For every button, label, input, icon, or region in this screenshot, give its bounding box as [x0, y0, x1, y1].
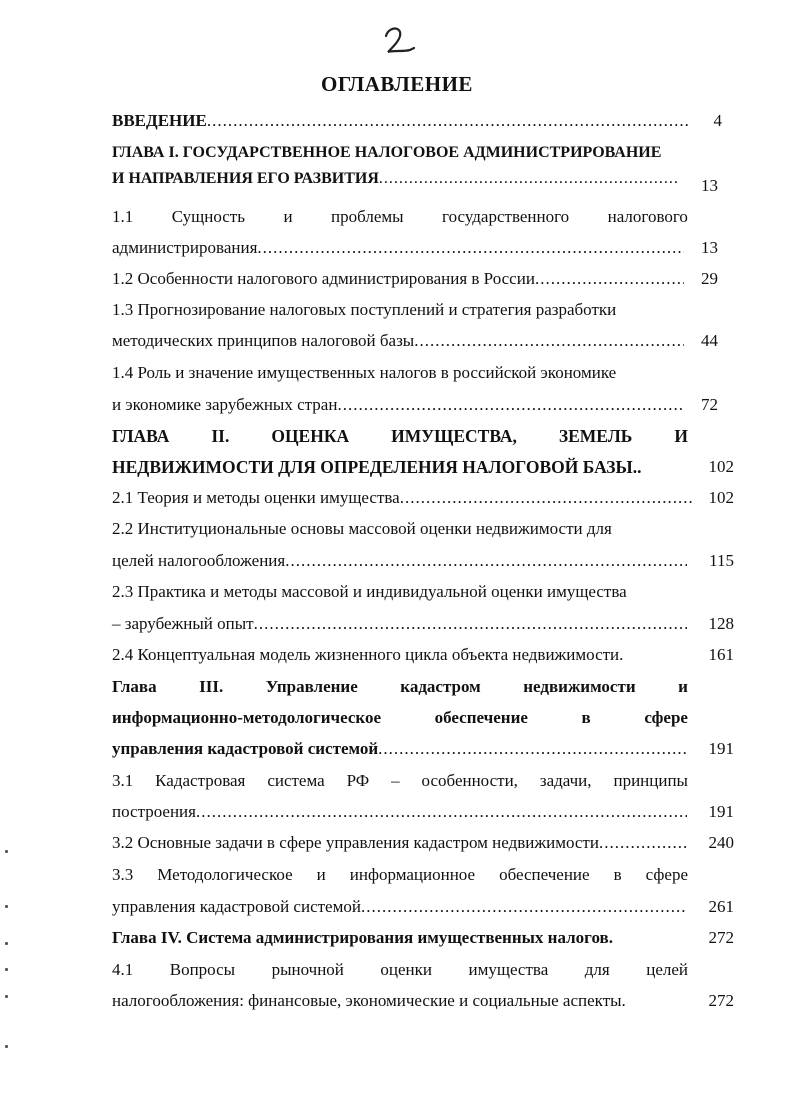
toc-page-number: 44 — [701, 331, 718, 350]
toc-chapter-3-line1 — [112, 675, 688, 699]
word: III. — [199, 677, 224, 696]
dot-leader — [285, 549, 687, 573]
toc-section-3-1-line2 — [112, 800, 687, 824]
scan-artifact — [5, 1045, 8, 1048]
word: информационное — [349, 865, 476, 884]
word: ГЛАВА — [112, 426, 170, 446]
toc-page-number: 72 — [701, 395, 718, 414]
toc-chapter-1-line2 — [112, 167, 680, 191]
word: Управление — [265, 677, 358, 696]
toc-page-number: 13 — [701, 176, 718, 195]
toc-chapter-3-line2 — [112, 706, 688, 730]
toc-page-number: 102 — [708, 488, 734, 507]
word: сфере — [644, 708, 688, 727]
toc-page-number: 13 — [701, 238, 718, 257]
toc-section-1-1-line1 — [112, 205, 688, 229]
word: в — [581, 708, 591, 727]
word: РФ — [346, 771, 370, 790]
dot-leader — [207, 109, 688, 133]
toc-entry-intro — [112, 109, 688, 133]
toc-entry-text: 3.2 Основные задачи в сфере управления кадастром недвижимости — [112, 833, 599, 852]
toc-entry-text: управления кадастровой системой — [112, 897, 361, 916]
toc-entry-text: 2.1 Теория и методы оценки имущества — [112, 488, 400, 507]
scan-artifact — [5, 905, 8, 908]
scan-artifact — [5, 942, 8, 945]
toc-chapter-3-line3 — [112, 737, 687, 761]
toc-page-number: 4 — [713, 111, 722, 130]
scan-artifact — [5, 968, 8, 971]
toc-section-3-3-line1 — [112, 863, 688, 887]
word: обеспечение — [499, 865, 590, 884]
word: Сущность — [171, 207, 245, 226]
word: кадастром — [400, 677, 481, 696]
page-title: ОГЛАВЛЕНИЕ — [321, 72, 473, 96]
word: 3.3 — [112, 865, 134, 884]
toc-page-number: 29 — [701, 269, 718, 288]
toc-chapter-2-line1 — [112, 424, 688, 448]
toc-entry-text: построения — [112, 802, 196, 821]
toc-entry-text: 1.2 Особенности налогового администрирования в России — [112, 269, 535, 288]
toc-section-1-2 — [112, 267, 684, 291]
toc-entry-text: целей налогообложения — [112, 551, 286, 570]
word: II. — [211, 426, 230, 446]
dot-leader — [535, 267, 684, 291]
toc-section-1-4-line1: 1.4 Роль и значение имущественных налогов в российской экономике — [112, 363, 617, 382]
toc-section-2-4: 2.4 Концептуальная модель жизненного цикла объекта недвижимости. — [112, 645, 624, 664]
toc-page-number: 128 — [708, 614, 734, 633]
handwritten-page-number-text: 2 — [380, 22, 381, 23]
dot-leader — [337, 393, 684, 417]
toc-section-3-1-line1 — [112, 769, 688, 793]
dot-leader — [400, 486, 692, 510]
toc-page-number: 191 — [708, 739, 734, 758]
word: и — [678, 677, 688, 696]
toc-section-2-2-line2 — [112, 549, 687, 573]
dot-leader — [257, 236, 684, 260]
word: Глава — [112, 677, 157, 696]
dot-leader — [196, 800, 687, 824]
word: 1.1 — [112, 207, 134, 226]
toc-section-2-1 — [112, 486, 692, 510]
dot-leader — [254, 612, 687, 636]
toc-section-4-1-line1 — [112, 958, 688, 982]
word: ОЦЕНКА — [271, 426, 350, 446]
word: обеспечение — [434, 708, 528, 727]
word: 4.1 — [112, 960, 134, 979]
word: Методологическое — [157, 865, 293, 884]
toc-section-1-1-line2 — [112, 236, 684, 260]
toc-page-number: 115 — [709, 551, 734, 570]
toc-entry-text: ВВЕДЕНИЕ — [112, 111, 207, 130]
word: государственного — [442, 207, 570, 226]
dot-leader — [378, 737, 687, 761]
word: принципы — [613, 771, 688, 790]
toc-page-number: 102 — [708, 457, 734, 476]
word: 3.1 — [112, 771, 134, 790]
toc-chapter-4-line1: Глава IV. Система администрирования имущественных налогов. — [112, 928, 613, 947]
toc-section-1-3-line2 — [112, 329, 684, 353]
word: – — [391, 771, 400, 790]
toc-chapter-2-line2: НЕДВИЖИМОСТИ ДЛЯ ОПРЕДЕЛЕНИЯ НАЛОГОВОЙ БАЗЫ.. — [112, 457, 642, 477]
toc-page-number: 161 — [708, 645, 734, 664]
word: имущества — [468, 960, 549, 979]
toc-page-number: 240 — [708, 833, 734, 852]
word: ИМУЩЕСТВА, — [391, 426, 517, 446]
word: и — [283, 207, 293, 226]
toc-section-3-3-line2 — [112, 895, 687, 919]
toc-chapter-1-line1: ГЛАВА I. ГОСУДАРСТВЕННОЕ НАЛОГОВОЕ АДМИНИСТРИРОВАНИЕ — [112, 144, 662, 161]
dot-leader — [414, 329, 684, 353]
toc-section-3-2 — [112, 831, 687, 855]
dot-leader — [599, 831, 687, 855]
word: задачи, — [539, 771, 592, 790]
word: информационно-методологическое — [112, 708, 382, 727]
word: проблемы — [331, 207, 404, 226]
toc-section-1-3-line1: 1.3 Прогнозирование налоговых поступлений и стратегия разработки — [112, 300, 617, 319]
word: недвижимости — [523, 677, 636, 696]
word: ЗЕМЕЛЬ — [558, 426, 633, 446]
toc-page-number: 191 — [708, 802, 734, 821]
scan-artifact — [5, 850, 8, 853]
toc-section-2-3-line1: 2.3 Практика и методы массовой и индивидуальной оценки имущества — [112, 582, 627, 601]
toc-section-1-4-line2 — [112, 393, 684, 417]
toc-entry-text: администрирования — [112, 238, 258, 257]
word: особенности, — [421, 771, 518, 790]
word: Кадастровая — [155, 771, 246, 790]
word: И — [674, 426, 688, 446]
word: в — [613, 865, 622, 884]
toc-entry-text: управления кадастровой системой — [112, 739, 379, 758]
toc-section-4-1-line2: налогообложения: финансовые, экономические и социальные аспекты. — [112, 991, 626, 1010]
toc-page-number: 272 — [708, 991, 734, 1010]
toc-section-2-2-line1: 2.2 Институциональные основы массовой оценки недвижимости для — [112, 519, 612, 538]
word: для — [584, 960, 610, 979]
dot-leader — [361, 895, 687, 919]
toc-entry-text: методических принципов налоговой базы — [112, 331, 415, 350]
word: оценки — [380, 960, 433, 979]
dot-leader — [379, 167, 680, 191]
toc-section-2-3-line2 — [112, 612, 687, 636]
scan-artifact — [5, 995, 8, 998]
word: и — [316, 865, 326, 884]
word: налогового — [607, 207, 688, 226]
toc-page-number: 261 — [708, 897, 734, 916]
word: целей — [646, 960, 688, 979]
toc-entry-text: – зарубежный опыт — [112, 614, 254, 633]
word: рыночной — [271, 960, 344, 979]
word: Вопросы — [169, 960, 236, 979]
toc-entry-text: и экономике зарубежных стран — [112, 395, 338, 414]
word: система — [267, 771, 325, 790]
word: сфере — [645, 865, 688, 884]
toc-entry-text: И НАПРАВЛЕНИЯ ЕГО РАЗВИТИЯ — [112, 170, 379, 187]
toc-page-number: 272 — [708, 928, 734, 947]
